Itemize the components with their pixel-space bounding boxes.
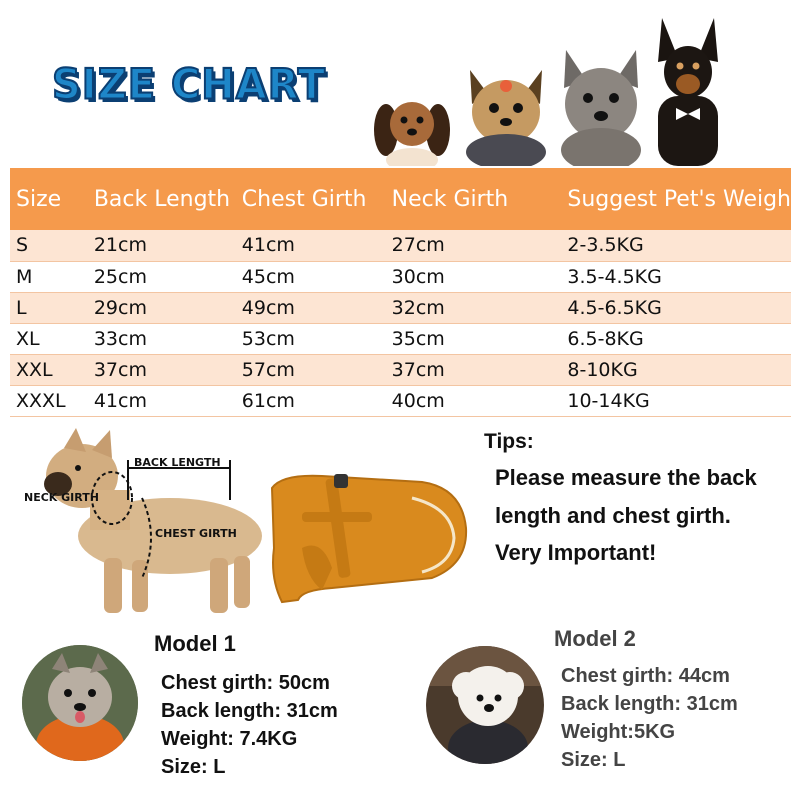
table-cell: 40cm	[392, 385, 568, 416]
table-cell: 29cm	[94, 292, 242, 323]
table-cell: 61cm	[242, 385, 392, 416]
table-cell: 37cm	[94, 354, 242, 385]
model-2-avatar	[426, 646, 544, 764]
column-header: Neck Girth	[391, 186, 509, 212]
table-cell: XXL	[10, 354, 94, 385]
column-header: Suggest Pet's Weigh	[567, 186, 791, 212]
table-cell: 27cm	[392, 230, 568, 261]
tip-line-3: Very Important!	[495, 540, 657, 565]
model-1-chest: Chest girth: 50cm	[161, 672, 330, 694]
table-cell: 33cm	[94, 323, 242, 354]
page-title: SIZE CHART	[52, 60, 327, 110]
table-cell: 2-3.5KG	[567, 230, 791, 261]
tips-heading: Tips:	[484, 430, 534, 453]
table-cell: S	[10, 230, 94, 261]
table-cell: 3.5-4.5KG	[567, 261, 791, 292]
table-row	[10, 292, 791, 323]
model-2-title: Model 2	[554, 626, 636, 651]
model-2-back: Back length: 31cm	[561, 693, 738, 715]
table-row	[10, 261, 791, 292]
table-cell: 45cm	[242, 261, 392, 292]
tip-line-1: Please measure the back	[495, 465, 757, 490]
neck-girth-label: NECK GIRTH	[24, 491, 99, 504]
table-row	[10, 385, 791, 416]
table-cell: 6.5-8KG	[567, 323, 791, 354]
table-row	[10, 323, 791, 354]
model-2-size: Size: L	[561, 749, 626, 771]
column-header: Size	[16, 186, 62, 212]
model-1-title: Model 1	[154, 631, 236, 656]
table-cell: 35cm	[392, 323, 568, 354]
table-cell: 41cm	[242, 230, 392, 261]
size-table	[10, 168, 791, 417]
tip-line-2: length and chest girth.	[495, 503, 731, 528]
table-cell: 32cm	[392, 292, 568, 323]
table-cell: 57cm	[242, 354, 392, 385]
table-cell: 4.5-6.5KG	[567, 292, 791, 323]
model-1-avatar	[22, 645, 138, 761]
dog-photo-4	[648, 18, 728, 166]
dog-photo-3	[556, 40, 646, 166]
chest-girth-label: CHEST GIRTH	[155, 527, 237, 540]
table-cell: 41cm	[94, 385, 242, 416]
table-cell: XXXL	[10, 385, 94, 416]
dog-photo-1	[372, 90, 452, 166]
model-2-chest: Chest girth: 44cm	[561, 665, 730, 687]
model-1-weight: Weight: 7.4KG	[161, 728, 298, 750]
table-header-row	[10, 168, 791, 230]
model-1-back: Back length: 31cm	[161, 700, 338, 722]
table-cell: L	[10, 292, 94, 323]
table-cell: 8-10KG	[567, 354, 791, 385]
dog-photo-2	[458, 64, 554, 166]
column-header: Chest Girth	[241, 186, 367, 212]
table-row	[10, 230, 791, 261]
table-cell: 30cm	[392, 261, 568, 292]
table-cell: M	[10, 261, 94, 292]
table-cell: 37cm	[392, 354, 568, 385]
table-cell: 49cm	[242, 292, 392, 323]
table-cell: 53cm	[242, 323, 392, 354]
table-cell: 25cm	[94, 261, 242, 292]
model-2-weight: Weight:5KG	[561, 721, 676, 743]
table-cell: 21cm	[94, 230, 242, 261]
back-length-label: BACK LENGTH	[134, 456, 221, 469]
model-1-size: Size: L	[161, 756, 226, 778]
table-row	[10, 354, 791, 385]
dog-coat-image	[262, 468, 470, 612]
column-header: Back Length	[93, 186, 231, 212]
table-cell: XL	[10, 323, 94, 354]
table-cell: 10-14KG	[567, 385, 791, 416]
